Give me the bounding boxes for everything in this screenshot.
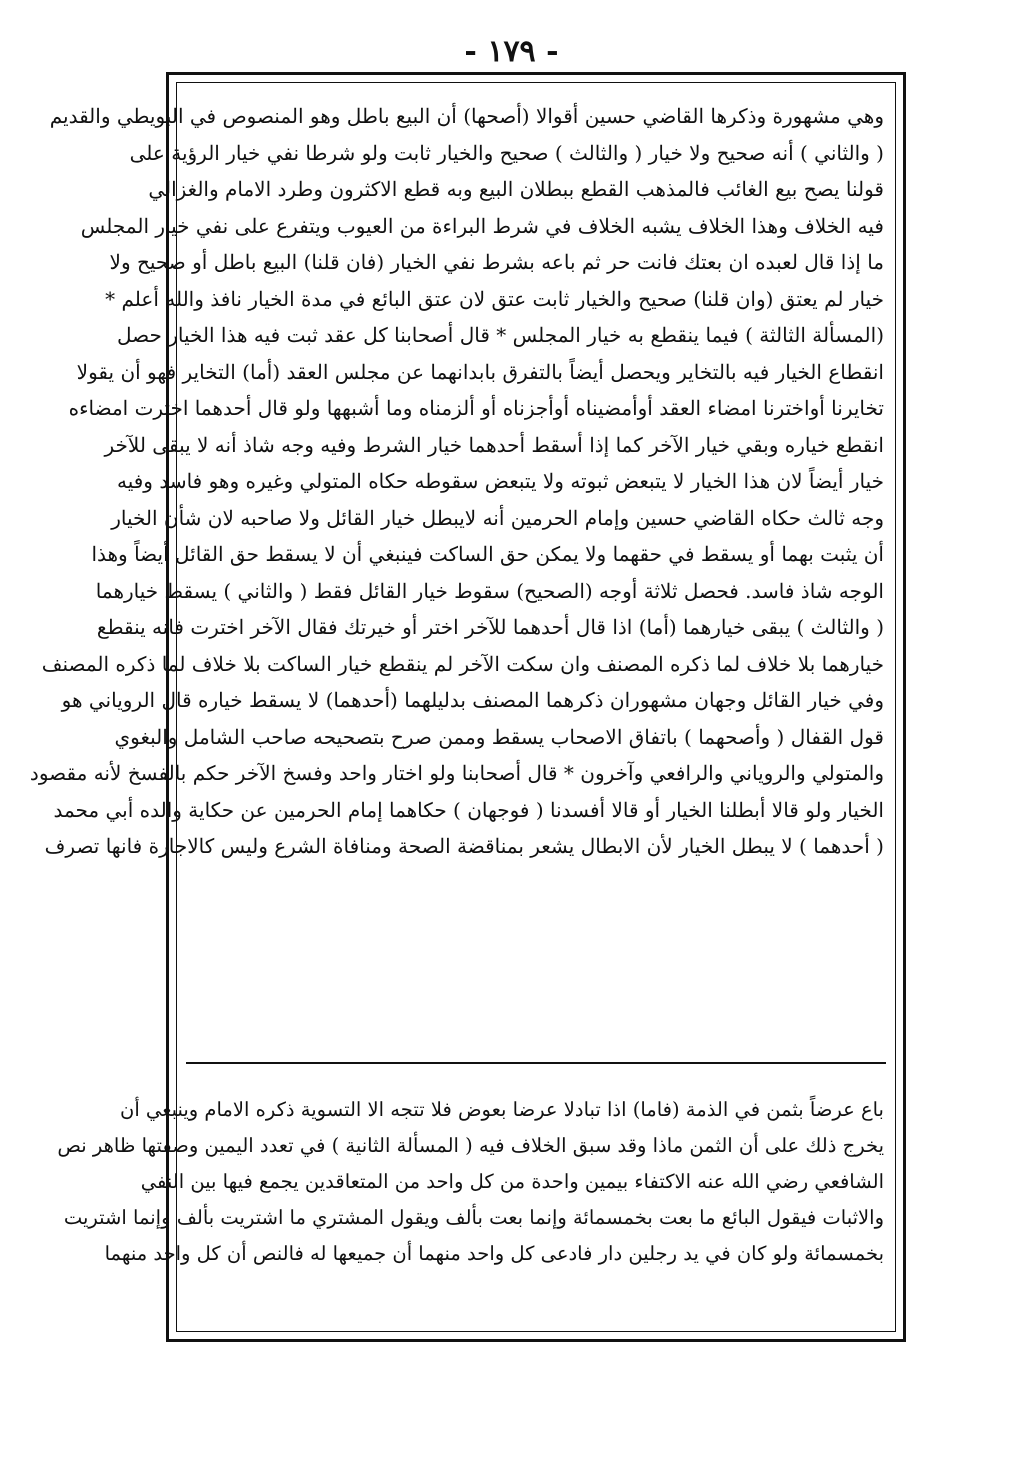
main-text-line: فيه الخلاف وهذا الخلاف يشبه الخلاف في شرط البراءة من العيوب ويتفرع على نفي خيار المجلس: [80, 213, 884, 238]
main-text-block: [29, 98, 884, 865]
footnote-line: الشافعي رضي الله عنه الاكتفاء بيمين واحدة من كل واحد من المتعاقدين يجمع فيها بين النفي: [140, 1170, 884, 1193]
main-text-line: وجه ثالث حكاه القاضي حسين وإمام الحرمين أنه لايبطل خيار القائل ولا صاحبه لان شأن الخيار: [111, 505, 884, 530]
main-text-line: قولنا يصح بيع الغائب فالمذهب القطع ببطلان البيع وبه قطع الاكثرون وطرد الامام والغزالي: [148, 177, 884, 201]
main-text-line: أن يثبت بهما أو يسقط في حقهما ولا يمكن حق الساكت فينبغي أن لا يسقط حق القائل أيضاً وهذا: [91, 542, 884, 566]
footnote-block: [57, 1092, 884, 1272]
footnote-line: والاثبات فيقول البائع ما بعت بخمسمائة وإنما بعت بألف ويقول المشتري ما اشتريت بألف وإنما اشتريت: [63, 1206, 884, 1229]
main-text-line: ( والثالث ) يبقى خيارهما (أما) اذا قال أحدهما للآخر اختر أو خيرتك فقال الآخر اخترت فانه ينقطع: [96, 615, 884, 639]
main-text-line: ( والثاني ) أنه صحيح ولا خيار ( والثالث ) صحيح والخيار ثابت ولو شرطا نفي خيار الرؤية على: [129, 140, 884, 165]
main-text-line: خيارهما بلا خلاف لما ذكره المصنف وان سكت الآخر لم ينقطع خيار الساكت بلا خلاف لما ذكره المصنف: [41, 651, 884, 676]
main-text-line: الوجه شاذ فاسد. فحصل ثلاثة أوجه (الصحيح) سقوط خيار القائل فقط ( والثاني ) يسقط خيارهما: [95, 578, 884, 603]
footnote-line: باع عرضاً بثمن في الذمة (فاما) اذا تبادلا عرضا بعوض فلا تتجه الا التسوية ذكره الامام وينبغي أن: [120, 1098, 884, 1121]
footnote-line: بخمسمائة ولو كان في يد رجلين دار فادعى كل واحد منهما أن جميعها له فالنص أن كل واحد منهما: [104, 1242, 884, 1265]
main-text-line: والمتولي والروياني والرافعي وآخرون * قال أصحابنا ولو اختار واحد وفسخ الآخر حكم بالفسخ لأنه مقصود: [29, 761, 884, 785]
main-text-line: قول القفال ( وأصحهما ) باتفاق الاصحاب يسقط وممن صرح بتصحيحه صاحب الشامل والبغوي: [114, 724, 884, 749]
main-text-line: ( أحدهما ) لا يبطل الخيار لأن الابطال يشعر بمناقضة الصحة ومنافاة الشرع وليس كالاجارة فانها تصرف: [44, 834, 884, 858]
main-text-line: وهي مشهورة وذكرها القاضي حسين أقوالا (أصحها) أن البيع باطل وهو المنصوص في البويطي والقديم: [49, 104, 884, 128]
main-text-line: الخيار ولو قالا أبطلنا الخيار أو قالا أفسدنا ( فوجهان ) حكاهما إمام الحرمين عن حكاية والده أبي محمد: [53, 797, 884, 822]
main-text-line: خيار لم يعتق (وان قلنا) صحيح والخيار ثابت عتق لان عتق البائع في مدة الخيار نافذ والله أعلم *: [105, 286, 884, 311]
footnote-line: يخرج ذلك على أن الثمن ماذا وقد سبق الخلاف فيه ( المسألة الثانية ) في تعدد اليمين وصفتها ظاهر نص: [57, 1134, 884, 1157]
main-text-line: ما إذا قال لعبده ان بعتك فانت حر ثم باعه بشرط نفي الخيار (فان قلنا) البيع باطل أو صحيح ولا: [109, 250, 884, 274]
main-text-line: انقطع خياره وبقي خيار الآخر كما إذا أسقط أحدهما خيار الشرط وفيه وجه شاذ أنه لا يبقى للآخر: [104, 432, 884, 457]
main-text-line: وفي خيار القائل وجهان مشهوران ذكرهما المصنف بدليلهما (أحدهما) لا يسقط خياره قال الروياني هو: [61, 688, 884, 712]
footnote-divider: [186, 1062, 886, 1064]
main-text-line: (المسألة الثالثة ) فيما ينقطع به خيار المجلس * قال أصحابنا كل عقد ثبت فيه هذا الخيار حصل: [117, 323, 884, 347]
main-text-line: انقطاع الخيار فيه بالتخاير ويحصل أيضاً بالتفرق بابدانهما عن مجلس العقد (أما) التخاير فهو أن يقولا: [76, 359, 884, 384]
main-text-line: تخايرنا أواخترنا امضاء العقد أوأمضيناه أوأجزناه أو ألزمناه وما أشبهها ولو قال أحدهما اخترت امضاءه: [68, 396, 884, 420]
page-number: - ١٧٩ -: [464, 34, 559, 69]
main-text-line: خيار أيضاً لان هذا الخيار لا يتبعض ثبوته ولا يتبعض سقوطه حكاه المتولي وغيره وهو فاسد وفيه: [116, 469, 884, 493]
